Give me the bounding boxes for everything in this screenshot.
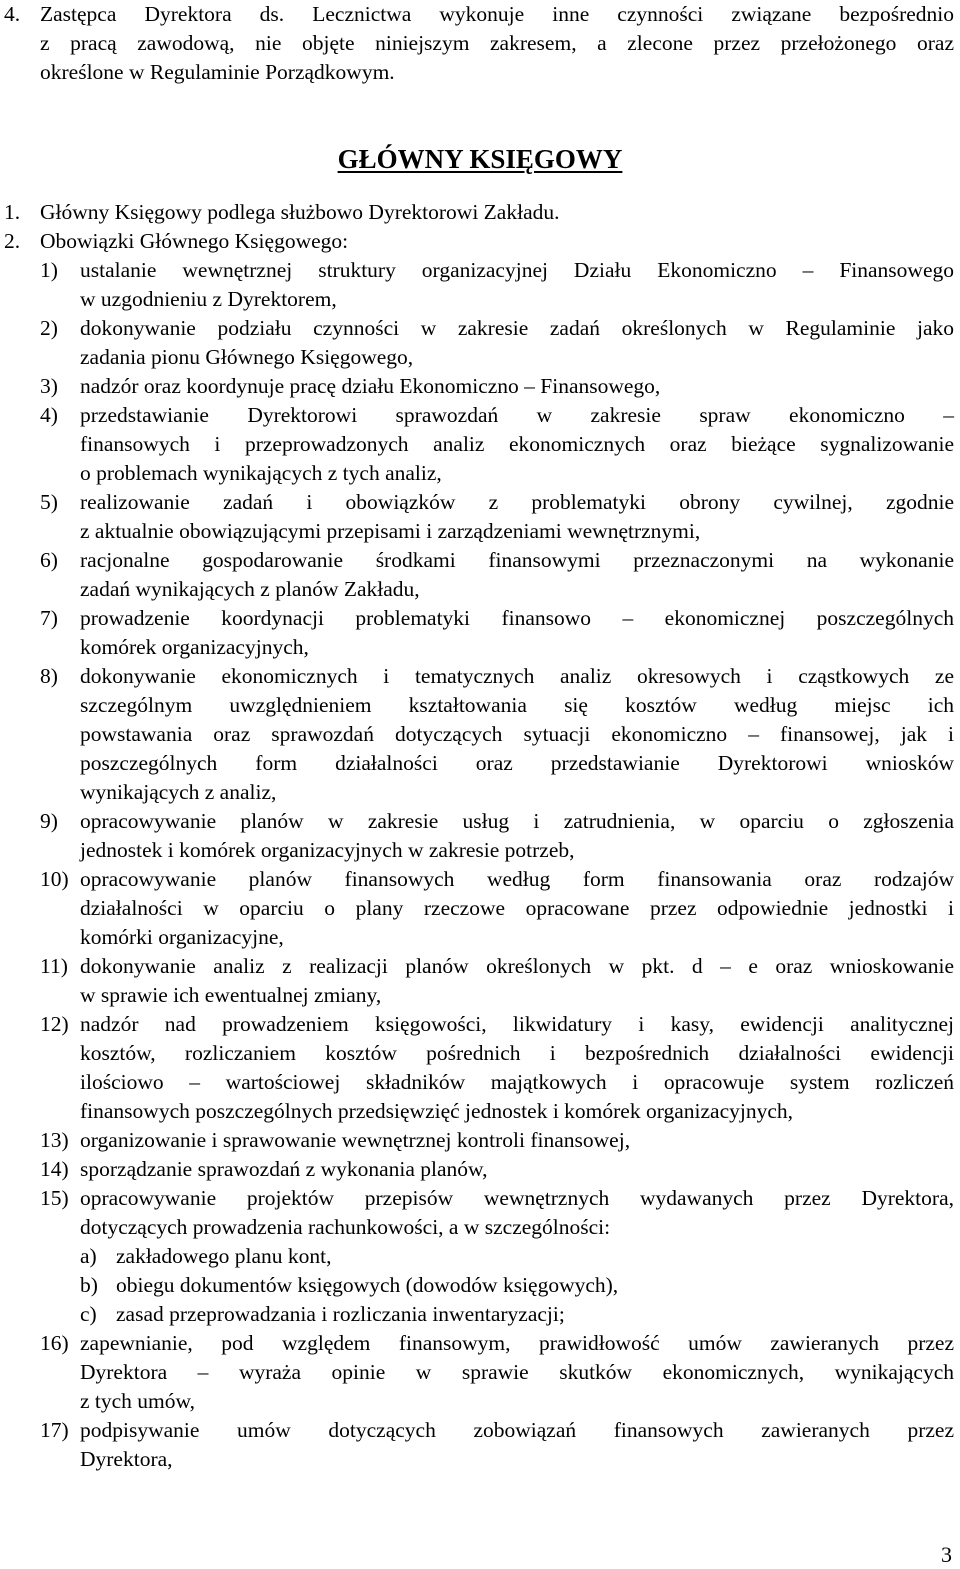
duty-number: 14) [40,1157,69,1181]
duty-line: organizowanie i sprawowanie wewnętrznej kontroli finansowej, [80,1128,631,1152]
duty-line: realizowanie zadań i obowiązków z problematyki obrony cywilnej, zgodnie [80,490,954,514]
intro-line: Zastępca Dyrektora ds. Lecznictwa wykonuje inne czynności związane bezpośrednio [40,2,954,26]
duty-line: o problemach wynikających z tych analiz, [80,461,442,485]
duty-number: 10) [40,867,69,891]
duty-number: 7) [40,606,58,630]
duty-number: 2) [40,316,58,340]
duty-line: poszczególnych form działalności oraz przedstawianie Dyrektorowi wniosków [80,751,954,775]
duty-line: komórki organizacyjne, [80,925,284,949]
intro-number: 4. [4,2,21,26]
duty-line: powstawania oraz sprawozdań dotyczących sytuacji ekonomiczno – finansowej, jak i [80,722,954,746]
duty-line: Dyrektora, [80,1447,173,1471]
duty-line: dokonywanie analiz z realizacji planów określonych w pkt. d – e oraz wnioskowanie [80,954,954,978]
duty-line: prowadzenie koordynacji problematyki finansowo – ekonomicznej poszczególnych [80,606,954,630]
duty-line: z aktualnie obowiązującymi przepisami i zarządzeniami wewnętrznymi, [80,519,701,543]
subitem-text: obiegu dokumentów księgowych (dowodów księgowych), [116,1273,619,1297]
duty-line: działalności w oparciu o plany rzeczowe opracowane przez odpowiednie jednostki i [80,896,954,920]
duty-number: 1) [40,258,58,282]
duty-number: 4) [40,403,58,427]
point-text: Obowiązki Głównego Księgowego: [40,229,349,253]
duty-number: 5) [40,490,58,514]
duty-line: komórek organizacyjnych, [80,635,309,659]
duty-line: dokonywanie podziału czynności w zakresie zadań określonych w Regulaminie jako [80,316,954,340]
subitem-letter: c) [80,1302,97,1326]
duty-line: finansowych i przeprowadzonych analiz ekonomicznych oraz bieżące sygnalizowanie [80,432,954,456]
duty-line: opracowywanie planów finansowych według form finansowania oraz rodzajów [80,867,954,891]
duty-line: podpisywanie umów dotyczących zobowiązań finansowych zawieranych przez [80,1418,954,1442]
point-text: Główny Księgowy podlega służbowo Dyrektorowi Zakładu. [40,200,560,224]
duty-line: jednostek i komórek organizacyjnych w zakresie potrzeb, [80,838,575,862]
duty-line: opracowywanie planów w zakresie usług i zatrudnienia, w oparciu o zgłoszenia [80,809,954,833]
duty-number: 12) [40,1012,69,1036]
page-number: 3 [941,1542,952,1567]
duty-line: opracowywanie projektów przepisów wewnętrznych wydawanych przez Dyrektora, [80,1186,954,1210]
section-title: GŁÓWNY KSIĘGOWY [337,144,623,174]
duty-number: 13) [40,1128,69,1152]
intro-line: określone w Regulaminie Porządkowym. [40,60,395,84]
duty-line: ilościowo – wartościowej składników majątkowych i opracowuje system rozliczeń [80,1070,954,1094]
duty-number: 6) [40,548,58,572]
duty-line: kosztów, rozliczaniem kosztów pośrednich i bezpośrednich działalności ewidencji [80,1041,954,1065]
duty-line: dotyczących prowadzenia rachunkowości, a w szczególności: [80,1215,611,1239]
duty-line: racjonalne gospodarowanie środkami finansowymi przeznaczonymi na wykonanie [80,548,954,572]
duty-number: 16) [40,1331,69,1355]
duty-line: z tych umów, [80,1389,196,1413]
duty-number: 9) [40,809,58,833]
duty-number: 3) [40,374,58,398]
duty-number: 11) [40,954,68,978]
duty-number: 8) [40,664,58,688]
point-number: 2. [4,229,21,253]
duty-line: sporządzanie sprawozdań z wykonania planów, [80,1157,488,1181]
duty-line: zadania pionu Głównego Księgowego, [80,345,414,369]
subitem-text: zakładowego planu kont, [116,1244,332,1268]
point-number: 1. [4,200,21,224]
duty-number: 17) [40,1418,69,1442]
duty-line: nadzór nad prowadzeniem księgowości, likwidatury i kasy, ewidencji analitycznej [80,1012,954,1036]
duty-line: zadań wynikających z planów Zakładu, [80,577,420,601]
duty-line: nadzór oraz koordynuje pracę działu Ekonomiczno – Finansowego, [80,374,661,398]
duty-number: 15) [40,1186,69,1210]
duty-line: szczególnym uwzględnieniem kształtowania się kosztów według miejsc ich [80,693,954,717]
subitem-text: zasad przeprowadzania i rozliczania inwentaryzacji; [116,1302,565,1326]
subitem-letter: b) [80,1273,98,1297]
duty-line: ustalanie wewnętrznej struktury organizacyjnej Działu Ekonomiczno – Finansowego [80,258,954,282]
duty-line: finansowych poszczególnych przedsięwzięć jednostek i komórek organizacyjnych, [80,1099,794,1123]
duty-line: Dyrektora – wyraża opinie w sprawie skutków ekonomicznych, wynikających [80,1360,954,1384]
duty-line: wynikających z analiz, [80,780,277,804]
duty-line: dokonywanie ekonomicznych i tematycznych analiz okresowych i cząstkowych ze [80,664,954,688]
duty-line: w uzgodnieniu z Dyrektorem, [80,287,337,311]
subitem-letter: a) [80,1244,97,1268]
duty-line: przedstawianie Dyrektorowi sprawozdań w zakresie spraw ekonomiczno – [80,403,954,427]
duty-line: w sprawie ich ewentualnej zmiany, [80,983,382,1007]
duty-line: zapewnianie, pod względem finansowym, prawidłowość umów zawieranych przez [80,1331,954,1355]
intro-line: z pracą zawodową, nie objęte niniejszym zakresem, a zlecone przez przełożonego oraz [40,31,954,55]
